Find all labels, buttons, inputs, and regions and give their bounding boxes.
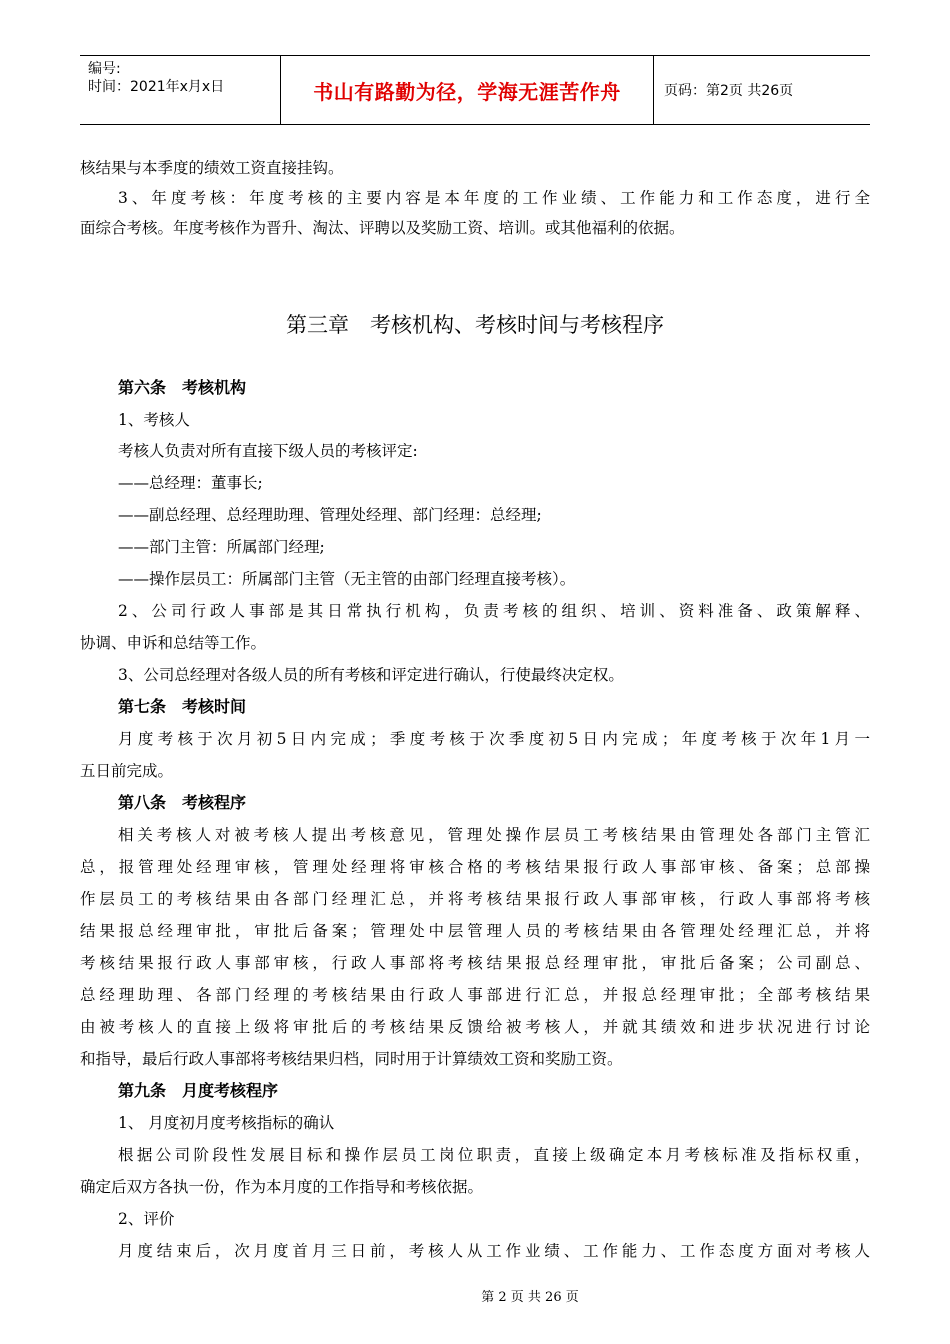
paragraph-line: 1、 月度初月度考核指标的确认 — [118, 1114, 335, 1132]
paragraph-line: 核结果与本季度的绩效工资直接挂钩。 — [80, 159, 344, 177]
paragraph-line: 协调、申诉和总结等工作。 — [80, 634, 267, 652]
paragraph-line: 2、公司行政人事部是其日常执行机构，负责考核的组织、培训、资料准备、政策解释、 — [118, 602, 870, 620]
paragraph-line: 考核结果报行政人事部审核，行政人事部将考核结果报总经理审批，审批后备案；公司副总、 — [80, 954, 870, 972]
paragraph-line: 结果报总经理审批，审批后备案；管理处中层管理人员的考核结果由各管理处经理汇总，并将 — [80, 922, 870, 940]
paragraph-line: 总经理助理、各部门经理的考核结果由行政人事部进行汇总，并报总经理审批；全部考核结果 — [80, 986, 870, 1004]
paragraph-line: 相关考核人对被考核人提出考核意见，管理处操作层员工考核结果由管理处各部门主管汇 — [118, 826, 870, 844]
header-motto: 书山有路勤为径，学海无涯苦作舟 — [313, 79, 621, 104]
paragraph-line: 面综合考核。年度考核作为晋升、淘汰、评聘以及奖励工资、培训。或其他福利的依据。 — [80, 219, 685, 237]
list-item: ——副总经理、总经理助理、管理处经理、部门经理：总经理; — [118, 506, 542, 524]
paragraph-line: 总，报管理处经理审核，管理处经理将审核合格的考核结果报行政人事部审核、备案；总部操 — [80, 858, 870, 876]
paragraph-line: 月度考核于次月初5日内完成；季度考核于次季度初5日内完成；年度考核于次年1月一 — [118, 730, 870, 748]
paragraph-line: 1、考核人 — [118, 411, 190, 429]
document-number-label: 编号: — [88, 61, 121, 77]
paragraph-line: 根据公司阶段性发展目标和操作层员工岗位职责，直接上级确定本月考核标准及指标权重， — [118, 1146, 870, 1164]
paragraph-line: 确定后双方各执一份，作为本月度的工作指导和考核依据。 — [80, 1178, 484, 1196]
paragraph-line: 3、公司总经理对各级人员的所有考核和评定进行确认，行使最终决定权。 — [118, 666, 624, 684]
article-heading: 第七条 考核时间 — [118, 697, 247, 716]
article-heading: 第九条 月度考核程序 — [118, 1081, 279, 1100]
list-item: ——部门主管：所属部门经理; — [118, 538, 325, 556]
paragraph-line: 考核人负责对所有直接下级人员的考核评定: — [118, 442, 418, 460]
paragraph-line: 月度结束后，次月度首月三日前，考核人从工作业绩、工作能力、工作态度方面对考核人 — [118, 1242, 870, 1260]
article-heading: 第六条 考核机构 — [118, 378, 247, 397]
list-item: ——总经理：董事长; — [118, 474, 263, 492]
header-meta — [80, 56, 280, 124]
document-time-label: 时间：2021年x月x日 — [88, 79, 225, 95]
page-header — [80, 55, 870, 125]
header-page-info: 页码：第2页 共26页 — [664, 83, 794, 99]
article-heading: 第八条 考核程序 — [118, 793, 247, 812]
chapter-title: 第三章 考核机构、考核时间与考核程序 — [286, 313, 664, 337]
list-item: ——操作层员工：所属部门主管（无主管的由部门经理直接考核）。 — [118, 570, 576, 588]
paragraph-line: 2、评价 — [118, 1210, 175, 1228]
paragraph-line: 由被考核人的直接上级将审批后的考核结果反馈给被考核人，并就其绩效和进步状况进行讨论 — [80, 1018, 870, 1036]
paragraph-line: 五日前完成。 — [80, 762, 174, 780]
paragraph-line: 3、年度考核：年度考核的主要内容是本年度的工作业绩、工作能力和工作态度，进行全 — [118, 189, 870, 207]
paragraph-line: 作层员工的考核结果由各部门经理汇总，并将考核结果报行政人事部审核，行政人事部将考核 — [80, 890, 870, 908]
page-footer-number: 第 2 页 共 26 页 — [481, 1290, 579, 1305]
paragraph-line: 和指导，最后行政人事部将考核结果归档，同时用于计算绩效工资和奖励工资。 — [80, 1050, 623, 1068]
